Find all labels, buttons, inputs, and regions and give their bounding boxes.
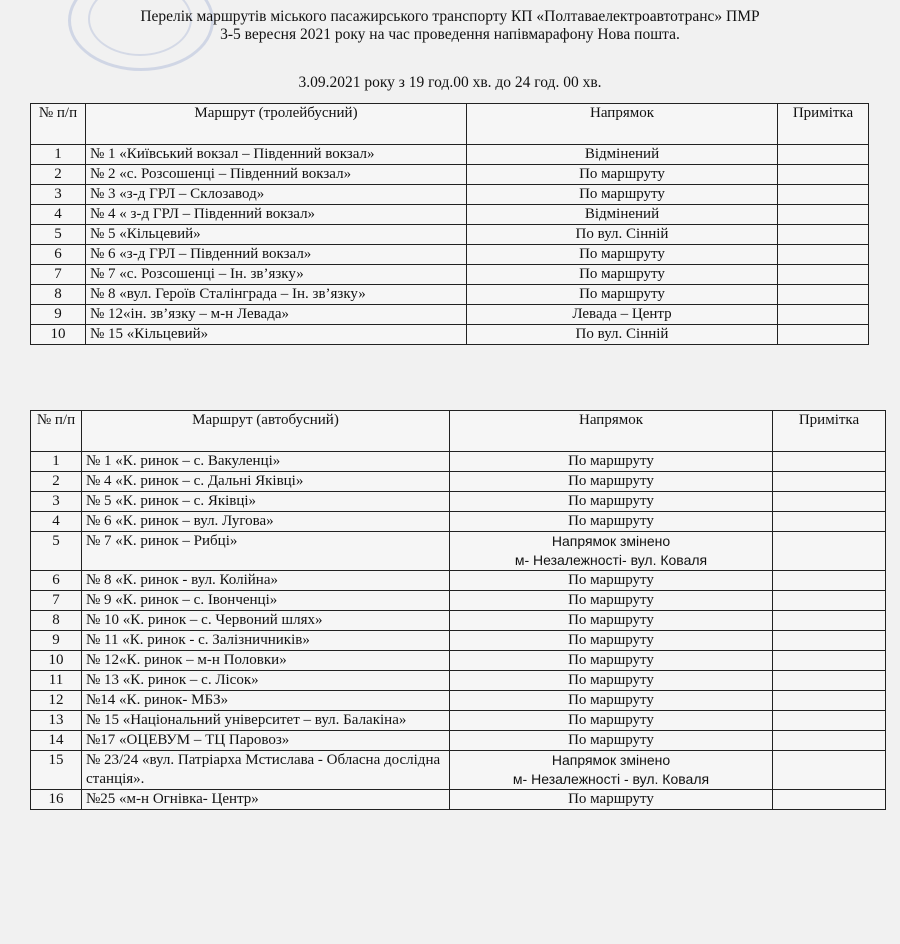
route-direction: По маршруту [450, 671, 773, 691]
table-row [31, 205, 869, 225]
route-note [773, 472, 886, 492]
route-note [778, 285, 869, 305]
route-name: № 10 «К. ринок – с. Червоний шлях» [82, 611, 450, 631]
route-note [773, 671, 886, 691]
table-row [31, 265, 869, 285]
row-number: 5 [31, 532, 82, 571]
route-direction: По вул. Сінній [467, 225, 778, 245]
table-row [31, 790, 886, 810]
route-name: № 6 «з-д ГРЛ – Південний вокзал» [86, 245, 467, 265]
row-number: 6 [31, 245, 86, 265]
route-name: № 7 «с. Розсошенці – Ін. зв’язку» [86, 265, 467, 285]
route-note [773, 631, 886, 651]
table-row [31, 185, 869, 205]
row-number: 2 [31, 165, 86, 185]
route-note [778, 245, 869, 265]
route-note [778, 265, 869, 285]
col-num-header: № п/п [31, 411, 82, 452]
row-number: 7 [31, 265, 86, 285]
table-row [31, 472, 886, 492]
route-name: № 6 «К. ринок – вул. Лугова» [82, 512, 450, 532]
route-note [773, 691, 886, 711]
route-name: № 11 «К. ринок - с. Залізничників» [82, 631, 450, 651]
route-note [773, 711, 886, 731]
route-note [773, 452, 886, 472]
route-name: № 4 « з-д ГРЛ – Південний вокзал» [86, 205, 467, 225]
row-number: 8 [31, 611, 82, 631]
route-name: № 2 «с. Розсошенці – Південний вокзал» [86, 165, 467, 185]
table-row [31, 711, 886, 731]
col-note-header: Примітка [778, 104, 869, 145]
row-number: 4 [31, 205, 86, 225]
route-note [778, 205, 869, 225]
route-name: № 23/24 «вул. Патріарха Мстислава - Обласна дослідна станція». [82, 751, 450, 790]
route-direction: По маршруту [467, 245, 778, 265]
bus-routes-table [30, 410, 886, 810]
route-direction: Відмінений [467, 145, 778, 165]
row-number: 7 [31, 591, 82, 611]
table-header-row [31, 411, 886, 452]
row-number: 9 [31, 305, 86, 325]
route-direction: По маршруту [450, 790, 773, 810]
row-number: 10 [31, 325, 86, 345]
col-route-header: Маршрут (автобусний) [82, 411, 450, 452]
trolleybus-routes-table [30, 103, 869, 345]
route-name: № 13 «К. ринок – с. Лісок» [82, 671, 450, 691]
route-note [773, 751, 886, 790]
row-number: 6 [31, 571, 82, 591]
route-direction: По маршруту [450, 472, 773, 492]
table-row [31, 285, 869, 305]
row-number: 13 [31, 711, 82, 731]
route-note [773, 731, 886, 751]
table-row [31, 512, 886, 532]
route-name: № 3 «з-д ГРЛ – Склозавод» [86, 185, 467, 205]
route-name: № 4 «К. ринок – с. Дальні Яківці» [82, 472, 450, 492]
route-note [773, 611, 886, 631]
header-title: Перелік маршрутів міського пасажирського транспорту КП «Полтаваелектроавтотранс» ПМР [140, 8, 760, 25]
table-row [31, 751, 886, 790]
col-num-header: № п/п [31, 104, 86, 145]
col-direction-header: Напрямок [467, 104, 778, 145]
route-name: №25 «м-н Огнівка- Центр» [82, 790, 450, 810]
route-note [773, 492, 886, 512]
route-note [773, 591, 886, 611]
table-row [31, 165, 869, 185]
table-row [31, 245, 869, 265]
route-direction: Левада – Центр [467, 305, 778, 325]
table-row [31, 611, 886, 631]
route-direction: По маршруту [467, 185, 778, 205]
document-header [0, 8, 900, 92]
row-number: 12 [31, 691, 82, 711]
row-number: 3 [31, 185, 86, 205]
route-direction: По маршруту [450, 731, 773, 751]
table-header-row [31, 104, 869, 145]
row-number: 1 [31, 145, 86, 165]
route-direction: Відмінений [467, 205, 778, 225]
table-row [31, 492, 886, 512]
route-note [778, 225, 869, 245]
row-number: 1 [31, 452, 82, 472]
row-number: 14 [31, 731, 82, 751]
route-direction: Напрямок змінено м- Незалежності - вул. Коваля [450, 751, 773, 790]
row-number: 4 [31, 512, 82, 532]
table-row [31, 452, 886, 472]
route-name: № 8 «К. ринок - вул. Колійна» [82, 571, 450, 591]
table-row [31, 225, 869, 245]
route-direction: Напрямок змінено м- Незалежності- вул. Коваля [450, 532, 773, 571]
route-name: № 7 «К. ринок – Рибці» [82, 532, 450, 571]
route-name: № 12«К. ринок – м-н Половки» [82, 651, 450, 671]
route-name: № 1 «К. ринок – с. Вакуленці» [82, 452, 450, 472]
route-note [778, 305, 869, 325]
row-number: 9 [31, 631, 82, 651]
route-name: №17 «ОЦЕВУМ – ТЦ Паровоз» [82, 731, 450, 751]
table-row [31, 571, 886, 591]
route-direction: По маршруту [450, 492, 773, 512]
route-direction: По маршруту [450, 631, 773, 651]
route-name: № 1 «Київський вокзал – Південний вокзал» [86, 145, 467, 165]
route-direction: По маршруту [450, 571, 773, 591]
row-number: 2 [31, 472, 82, 492]
table-row [31, 325, 869, 345]
route-direction: По маршруту [467, 165, 778, 185]
route-note [773, 651, 886, 671]
row-number: 15 [31, 751, 82, 790]
table-row [31, 731, 886, 751]
route-name: № 8 «вул. Героїв Сталінграда – Ін. зв’язку» [86, 285, 467, 305]
route-name: № 15 «Кільцевий» [86, 325, 467, 345]
route-note [778, 185, 869, 205]
table-row [31, 691, 886, 711]
col-route-header: Маршрут (тролейбусний) [86, 104, 467, 145]
table-row [31, 532, 886, 571]
route-note [778, 325, 869, 345]
route-name: № 15 «Національний університет – вул. Балакіна» [82, 711, 450, 731]
row-number: 16 [31, 790, 82, 810]
row-number: 3 [31, 492, 82, 512]
row-number: 11 [31, 671, 82, 691]
table-row [31, 631, 886, 651]
route-direction: По маршруту [450, 611, 773, 631]
col-direction-header: Напрямок [450, 411, 773, 452]
route-name: № 5 «Кільцевий» [86, 225, 467, 245]
col-note-header: Примітка [773, 411, 886, 452]
route-direction: По маршруту [467, 285, 778, 305]
route-name: № 5 «К. ринок – с. Яківці» [82, 492, 450, 512]
row-number: 8 [31, 285, 86, 305]
row-number: 5 [31, 225, 86, 245]
header-time: 3.09.2021 року з 19 год.00 хв. до 24 год. 00 хв. [298, 74, 602, 91]
route-name: № 12«ін. зв’язку – м-н Левада» [86, 305, 467, 325]
row-number: 10 [31, 651, 82, 671]
table-row [31, 145, 869, 165]
route-note [773, 512, 886, 532]
route-name: № 9 «К. ринок – с. Івонченці» [82, 591, 450, 611]
table-row [31, 671, 886, 691]
route-direction: По маршруту [450, 452, 773, 472]
route-direction: По маршруту [450, 512, 773, 532]
header-dates: 3-5 вересня 2021 року на час проведення напівмарафону Нова пошта. [220, 26, 680, 43]
table-row [31, 651, 886, 671]
route-name: №14 «К. ринок- МБЗ» [82, 691, 450, 711]
route-note [773, 790, 886, 810]
route-direction: По маршруту [450, 651, 773, 671]
route-direction: По маршруту [450, 691, 773, 711]
route-direction: По вул. Сінній [467, 325, 778, 345]
route-note [778, 165, 869, 185]
table-row [31, 591, 886, 611]
route-note [773, 532, 886, 571]
route-direction: По маршруту [467, 265, 778, 285]
route-direction: По маршруту [450, 591, 773, 611]
route-note [778, 145, 869, 165]
table-row [31, 305, 869, 325]
route-note [773, 571, 886, 591]
route-direction: По маршруту [450, 711, 773, 731]
